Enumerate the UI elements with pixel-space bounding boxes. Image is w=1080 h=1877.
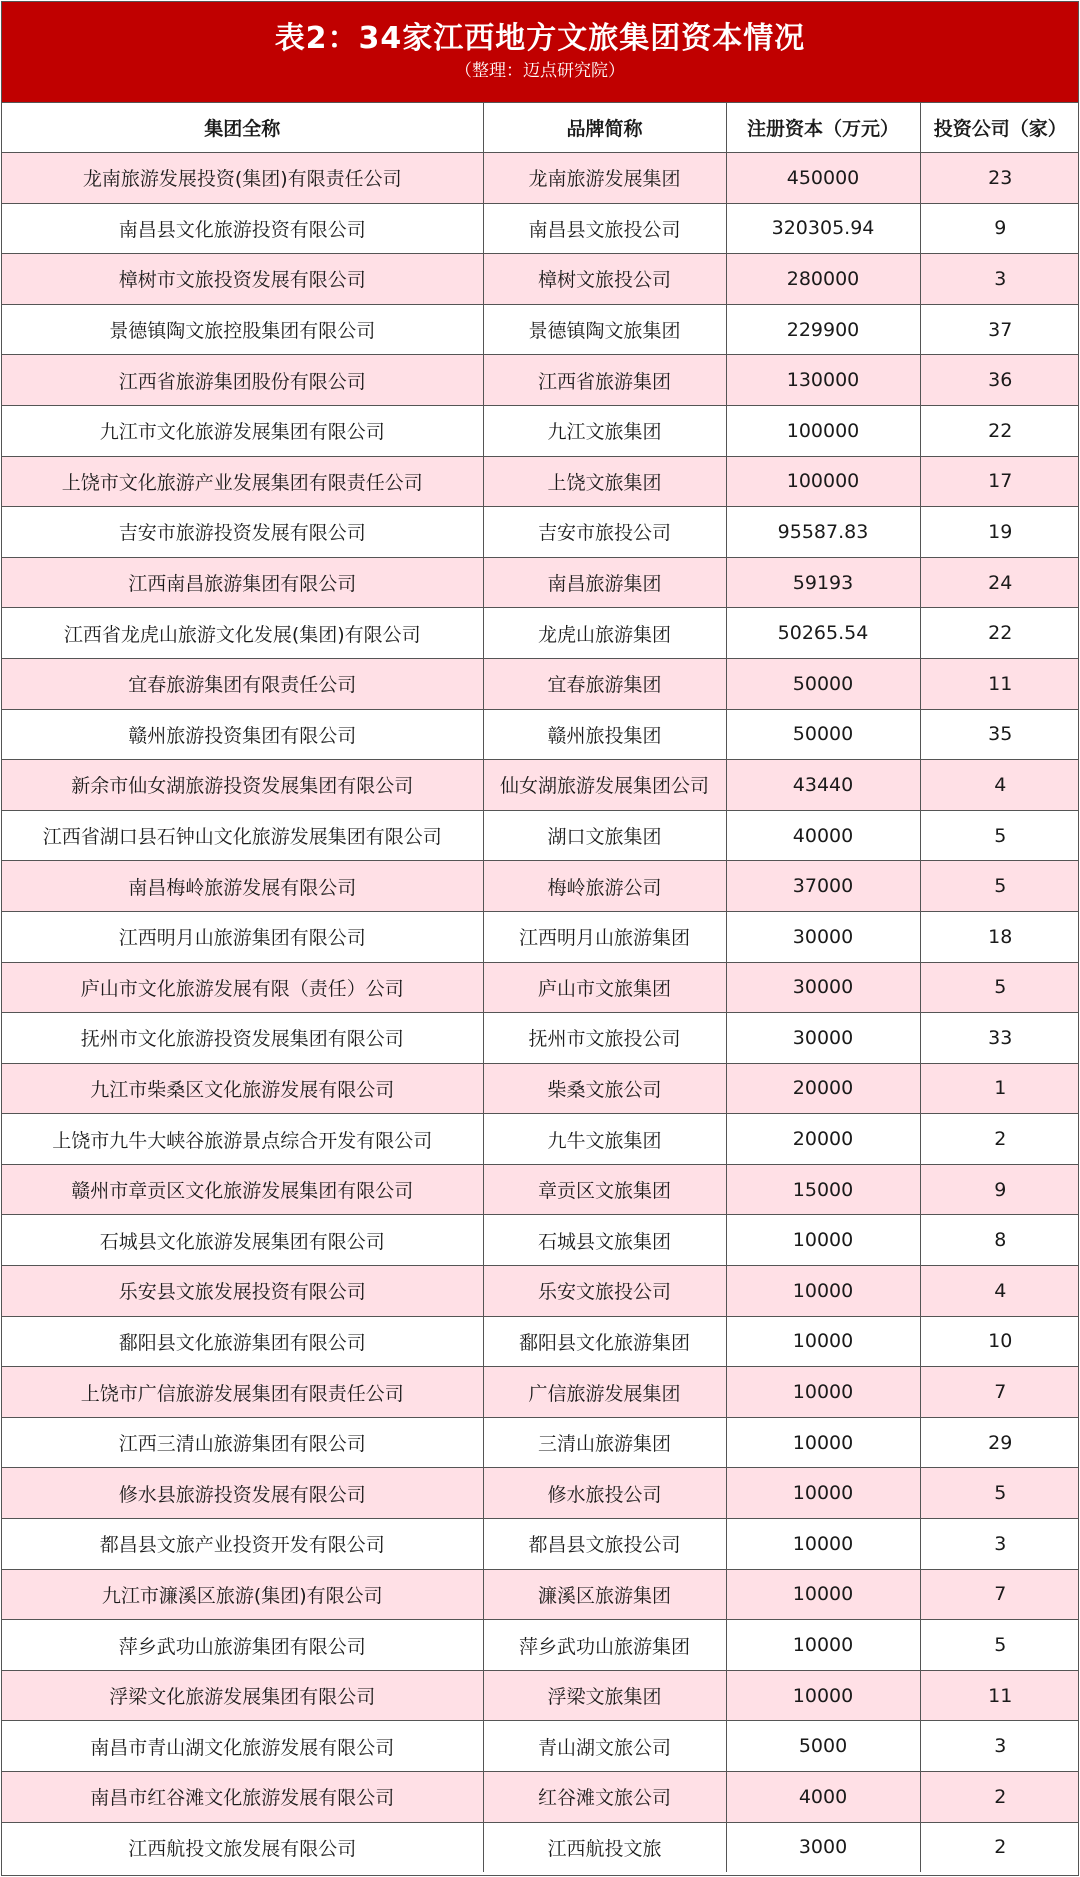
cell-invested-companies: 7 [920, 1569, 1079, 1620]
table-row [2, 1316, 1079, 1367]
table-row [2, 557, 1079, 608]
cell-registered-capital: 10000 [726, 1367, 920, 1418]
cell-registered-capital: 450000 [726, 153, 920, 204]
cell-full-name: 抚州市文化旅游投资发展集团有限公司 [2, 1013, 483, 1064]
cell-full-name: 南昌市红谷滩文化旅游发展有限公司 [2, 1772, 483, 1823]
table-row [2, 1468, 1079, 1519]
cell-registered-capital: 95587.83 [726, 507, 920, 558]
cell-full-name: 江西南昌旅游集团有限公司 [2, 557, 483, 608]
cell-registered-capital: 30000 [726, 911, 920, 962]
cell-full-name: 九江市柴桑区文化旅游发展有限公司 [2, 1063, 483, 1114]
cell-brand-short-name: 柴桑文旅公司 [483, 1063, 726, 1114]
cell-brand-short-name: 红谷滩文旅公司 [483, 1772, 726, 1823]
cell-full-name: 景德镇陶文旅控股集团有限公司 [2, 304, 483, 355]
cell-registered-capital: 10000 [726, 1569, 920, 1620]
cell-invested-companies: 3 [920, 254, 1079, 305]
table-row [2, 658, 1079, 709]
cell-brand-short-name: 三清山旅游集团 [483, 1417, 726, 1468]
cell-registered-capital: 100000 [726, 405, 920, 456]
cell-full-name: 九江市濂溪区旅游(集团)有限公司 [2, 1569, 483, 1620]
table-row [2, 456, 1079, 507]
header-brand-short-name: 品牌简称 [483, 103, 726, 153]
cell-brand-short-name: 九牛文旅集团 [483, 1114, 726, 1165]
table-row [2, 153, 1079, 204]
cell-invested-companies: 36 [920, 355, 1079, 406]
table-row [2, 1164, 1079, 1215]
cell-registered-capital: 40000 [726, 810, 920, 861]
cell-full-name: 鄱阳县文化旅游集团有限公司 [2, 1316, 483, 1367]
cell-registered-capital: 59193 [726, 557, 920, 608]
table-row [2, 1822, 1079, 1872]
cell-invested-companies: 9 [920, 1164, 1079, 1215]
cell-brand-short-name: 章贡区文旅集团 [483, 1164, 726, 1215]
cell-brand-short-name: 都昌县文旅投公司 [483, 1519, 726, 1570]
table-row [2, 1721, 1079, 1772]
cell-brand-short-name: 青山湖文旅公司 [483, 1721, 726, 1772]
cell-invested-companies: 10 [920, 1316, 1079, 1367]
cell-brand-short-name: 南昌旅游集团 [483, 557, 726, 608]
cell-registered-capital: 10000 [726, 1468, 920, 1519]
cell-full-name: 江西省旅游集团股份有限公司 [2, 355, 483, 406]
cell-brand-short-name: 抚州市文旅投公司 [483, 1013, 726, 1064]
cell-registered-capital: 10000 [726, 1519, 920, 1570]
cell-invested-companies: 11 [920, 658, 1079, 709]
cell-registered-capital: 10000 [726, 1417, 920, 1468]
cell-invested-companies: 9 [920, 203, 1079, 254]
cell-brand-short-name: 梅岭旅游公司 [483, 861, 726, 912]
cell-registered-capital: 4000 [726, 1772, 920, 1823]
cell-invested-companies: 3 [920, 1519, 1079, 1570]
capital-table [2, 103, 1079, 1872]
cell-registered-capital: 50000 [726, 658, 920, 709]
cell-invested-companies: 5 [920, 962, 1079, 1013]
cell-registered-capital: 3000 [726, 1822, 920, 1872]
cell-full-name: 乐安县文旅发展投资有限公司 [2, 1266, 483, 1317]
table-row [2, 1367, 1079, 1418]
table-row [2, 760, 1079, 811]
cell-brand-short-name: 鄱阳县文化旅游集团 [483, 1316, 726, 1367]
cell-invested-companies: 33 [920, 1013, 1079, 1064]
cell-registered-capital: 43440 [726, 760, 920, 811]
cell-full-name: 浮梁文化旅游发展集团有限公司 [2, 1670, 483, 1721]
cell-full-name: 南昌市青山湖文化旅游发展有限公司 [2, 1721, 483, 1772]
cell-full-name: 石城县文化旅游发展集团有限公司 [2, 1215, 483, 1266]
title-bar [2, 2, 1078, 103]
table-row [2, 1266, 1079, 1317]
table-row [2, 1013, 1079, 1064]
table-row [2, 1063, 1079, 1114]
table-row [2, 507, 1079, 558]
table-row [2, 810, 1079, 861]
cell-invested-companies: 3 [920, 1721, 1079, 1772]
table-row [2, 1670, 1079, 1721]
cell-invested-companies: 22 [920, 608, 1079, 659]
cell-invested-companies: 5 [920, 810, 1079, 861]
cell-invested-companies: 2 [920, 1822, 1079, 1872]
cell-registered-capital: 229900 [726, 304, 920, 355]
cell-registered-capital: 30000 [726, 1013, 920, 1064]
cell-invested-companies: 1 [920, 1063, 1079, 1114]
table-row [2, 1215, 1079, 1266]
header-invested-companies: 投资公司（家） [920, 103, 1079, 153]
table-row [2, 709, 1079, 760]
cell-invested-companies: 2 [920, 1772, 1079, 1823]
cell-registered-capital: 20000 [726, 1114, 920, 1165]
cell-invested-companies: 18 [920, 911, 1079, 962]
cell-full-name: 上饶市九牛大峡谷旅游景点综合开发有限公司 [2, 1114, 483, 1165]
cell-invested-companies: 5 [920, 861, 1079, 912]
cell-registered-capital: 130000 [726, 355, 920, 406]
cell-registered-capital: 100000 [726, 456, 920, 507]
cell-brand-short-name: 濂溪区旅游集团 [483, 1569, 726, 1620]
cell-registered-capital: 5000 [726, 1721, 920, 1772]
cell-brand-short-name: 南昌县文旅投公司 [483, 203, 726, 254]
table-row [2, 1519, 1079, 1570]
cell-invested-companies: 22 [920, 405, 1079, 456]
cell-full-name: 江西省湖口县石钟山文化旅游发展集团有限公司 [2, 810, 483, 861]
cell-invested-companies: 35 [920, 709, 1079, 760]
table-row [2, 861, 1079, 912]
cell-full-name: 上饶市广信旅游发展集团有限责任公司 [2, 1367, 483, 1418]
cell-registered-capital: 10000 [726, 1670, 920, 1721]
cell-invested-companies: 4 [920, 1266, 1079, 1317]
table-row [2, 608, 1079, 659]
cell-brand-short-name: 龙虎山旅游集团 [483, 608, 726, 659]
cell-registered-capital: 37000 [726, 861, 920, 912]
table-row [2, 962, 1079, 1013]
cell-brand-short-name: 修水旅投公司 [483, 1468, 726, 1519]
table-row [2, 304, 1079, 355]
cell-brand-short-name: 江西航投文旅 [483, 1822, 726, 1872]
cell-full-name: 修水县旅游投资发展有限公司 [2, 1468, 483, 1519]
table-row [2, 203, 1079, 254]
cell-brand-short-name: 景德镇陶文旅集团 [483, 304, 726, 355]
cell-brand-short-name: 广信旅游发展集团 [483, 1367, 726, 1418]
header-registered-capital: 注册资本（万元） [726, 103, 920, 153]
cell-invested-companies: 19 [920, 507, 1079, 558]
cell-registered-capital: 10000 [726, 1316, 920, 1367]
table-body [2, 153, 1079, 1873]
cell-full-name: 龙南旅游发展投资(集团)有限责任公司 [2, 153, 483, 204]
cell-invested-companies: 5 [920, 1468, 1079, 1519]
cell-invested-companies: 8 [920, 1215, 1079, 1266]
table-row [2, 1114, 1079, 1165]
table-row [2, 911, 1079, 962]
cell-brand-short-name: 宜春旅游集团 [483, 658, 726, 709]
table-frame [1, 1, 1079, 1876]
cell-full-name: 江西航投文旅发展有限公司 [2, 1822, 483, 1872]
cell-brand-short-name: 江西明月山旅游集团 [483, 911, 726, 962]
table-row [2, 1620, 1079, 1671]
cell-registered-capital: 15000 [726, 1164, 920, 1215]
cell-invested-companies: 11 [920, 1670, 1079, 1721]
cell-registered-capital: 10000 [726, 1620, 920, 1671]
cell-full-name: 赣州市章贡区文化旅游发展集团有限公司 [2, 1164, 483, 1215]
cell-invested-companies: 4 [920, 760, 1079, 811]
cell-full-name: 萍乡武功山旅游集团有限公司 [2, 1620, 483, 1671]
header-full-name: 集团全称 [2, 103, 483, 153]
cell-full-name: 上饶市文化旅游产业发展集团有限责任公司 [2, 456, 483, 507]
cell-brand-short-name: 湖口文旅集团 [483, 810, 726, 861]
table-row [2, 1772, 1079, 1823]
cell-invested-companies: 17 [920, 456, 1079, 507]
cell-brand-short-name: 庐山市文旅集团 [483, 962, 726, 1013]
cell-brand-short-name: 石城县文旅集团 [483, 1215, 726, 1266]
cell-brand-short-name: 仙女湖旅游发展集团公司 [483, 760, 726, 811]
cell-brand-short-name: 樟树文旅投公司 [483, 254, 726, 305]
cell-brand-short-name: 上饶文旅集团 [483, 456, 726, 507]
cell-full-name: 都昌县文旅产业投资开发有限公司 [2, 1519, 483, 1570]
cell-brand-short-name: 浮梁文旅集团 [483, 1670, 726, 1721]
cell-registered-capital: 30000 [726, 962, 920, 1013]
cell-full-name: 赣州旅游投资集团有限公司 [2, 709, 483, 760]
cell-invested-companies: 29 [920, 1417, 1079, 1468]
table-header-row [2, 103, 1079, 153]
cell-brand-short-name: 萍乡武功山旅游集团 [483, 1620, 726, 1671]
cell-invested-companies: 37 [920, 304, 1079, 355]
table-row [2, 254, 1079, 305]
cell-full-name: 庐山市文化旅游发展有限（责任）公司 [2, 962, 483, 1013]
cell-invested-companies: 24 [920, 557, 1079, 608]
cell-brand-short-name: 赣州旅投集团 [483, 709, 726, 760]
cell-invested-companies: 23 [920, 153, 1079, 204]
cell-registered-capital: 50265.54 [726, 608, 920, 659]
cell-invested-companies: 5 [920, 1620, 1079, 1671]
cell-full-name: 南昌梅岭旅游发展有限公司 [2, 861, 483, 912]
cell-full-name: 江西三清山旅游集团有限公司 [2, 1417, 483, 1468]
cell-registered-capital: 280000 [726, 254, 920, 305]
cell-brand-short-name: 江西省旅游集团 [483, 355, 726, 406]
table-row [2, 405, 1079, 456]
table-row [2, 1569, 1079, 1620]
cell-invested-companies: 2 [920, 1114, 1079, 1165]
cell-full-name: 九江市文化旅游发展集团有限公司 [2, 405, 483, 456]
cell-full-name: 宜春旅游集团有限责任公司 [2, 658, 483, 709]
page-subtitle: （整理：迈点研究院） [455, 61, 625, 81]
cell-brand-short-name: 九江文旅集团 [483, 405, 726, 456]
cell-registered-capital: 10000 [726, 1266, 920, 1317]
cell-full-name: 江西明月山旅游集团有限公司 [2, 911, 483, 962]
cell-registered-capital: 320305.94 [726, 203, 920, 254]
table-row [2, 355, 1079, 406]
cell-registered-capital: 50000 [726, 709, 920, 760]
cell-full-name: 江西省龙虎山旅游文化发展(集团)有限公司 [2, 608, 483, 659]
cell-full-name: 樟树市文旅投资发展有限公司 [2, 254, 483, 305]
cell-full-name: 新余市仙女湖旅游投资发展集团有限公司 [2, 760, 483, 811]
cell-brand-short-name: 龙南旅游发展集团 [483, 153, 726, 204]
cell-registered-capital: 20000 [726, 1063, 920, 1114]
cell-full-name: 吉安市旅游投资发展有限公司 [2, 507, 483, 558]
cell-registered-capital: 10000 [726, 1215, 920, 1266]
cell-full-name: 南昌县文化旅游投资有限公司 [2, 203, 483, 254]
page-title: 表2：34家江西地方文旅集团资本情况 [274, 21, 806, 56]
table-row [2, 1417, 1079, 1468]
cell-brand-short-name: 吉安市旅投公司 [483, 507, 726, 558]
cell-invested-companies: 7 [920, 1367, 1079, 1418]
cell-brand-short-name: 乐安文旅投公司 [483, 1266, 726, 1317]
